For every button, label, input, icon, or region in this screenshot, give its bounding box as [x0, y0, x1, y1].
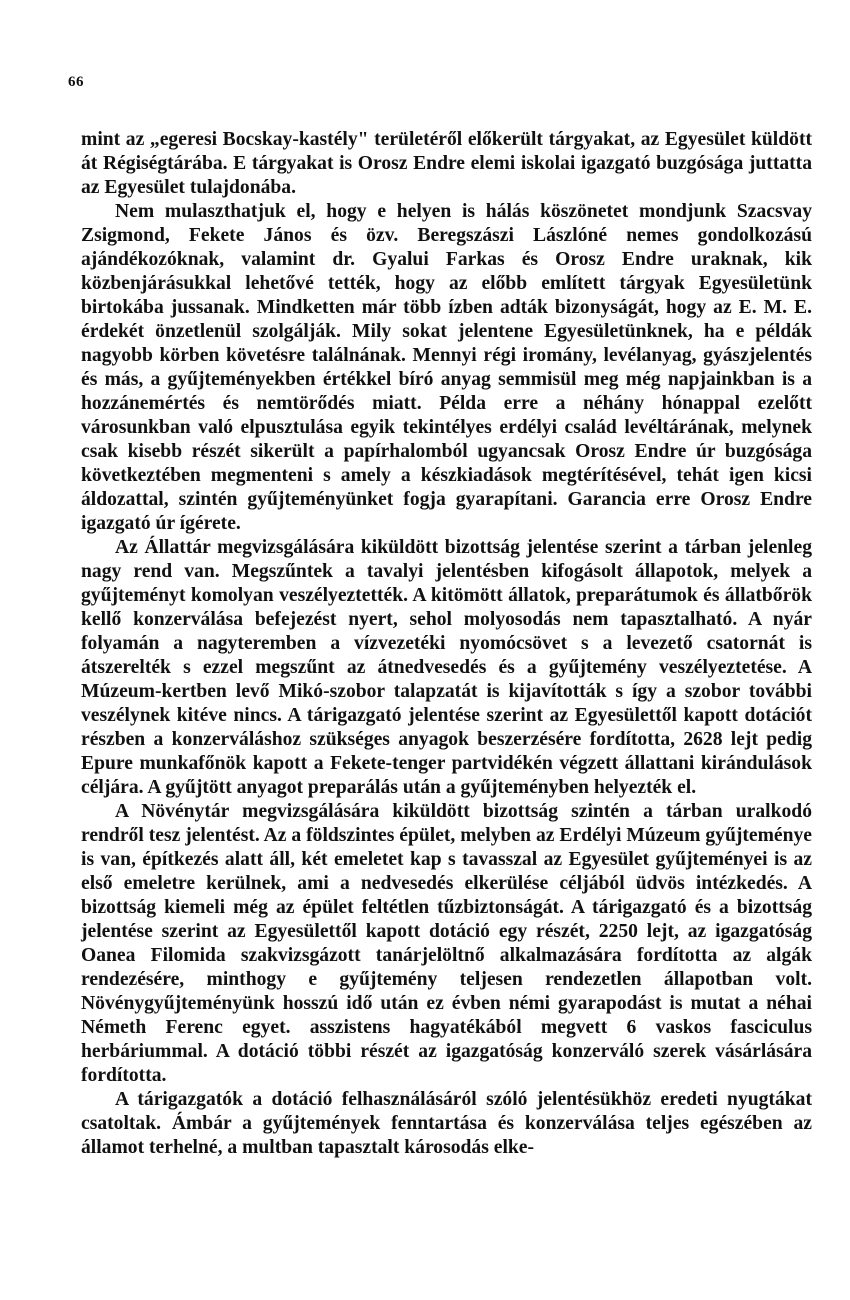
- paragraph-3: Az Állattár megvizsgálására kiküldött bizottság jelentése szerint a tárban jelenleg nagy rend van. Megszűntek a tavalyi jelentésben kifogásolt állapotok, melyek a gyűjteményt komolyan veszélyeztették. A kitömött állatok, preparátumok és állatbőrök kellő konzerválása befejezést nyert, sehol molyosodás nem tapasztalható. A nyár folyamán a nagyteremben a vízvezetéki nyomócsövet s a levezető csatornát is átszerelték s ezzel megszűnt az átnedvesedés és a gyűjtemény veszélyeztetése. A Múzeum-kertben levő Mikó-szobor talapzatát is kijavították s így a szobor további veszélynek kitéve nincs. A tárigazgató jelentése szerint az Egyesülettől kapott dotációt részben a konzerváláshoz szükséges anyagok beszerzésére fordította, 2628 lejt pedig Epure munkafőnök kapott a Fekete-tenger partvidékén végzett állattani kirándulások céljára. A gyűjtött anyagot preparálás után a gyűjteményben helyezték el.: [81, 537, 812, 798]
- paragraph-1: mint az „egeresi Bocskay-kastély" területéről előkerült tárgyakat, az Egyesület küldött át Régiségtárába. E tárgyakat is Orosz Endre elemi iskolai igazgató buzgósága juttatta az Egyesület tulajdonába.: [81, 129, 812, 198]
- page-body-text: [81, 128, 812, 1160]
- page-number: 66: [68, 74, 84, 90]
- paragraph-5: A tárigazgatók a dotáció felhasználásáról szóló jelentésükhöz eredeti nyugtákat csatoltak. Ámbár a gyűjtemények fenntartása és konzerválása teljes egészében az államot terhelné, a multban tapasztalt károsodás elke-: [81, 1089, 812, 1158]
- paragraph-4: A Növénytár megvizsgálására kiküldött bizottság szintén a tárban uralkodó rendről tesz jelentést. Az a földszintes épület, melyben az Erdélyi Múzeum gyűjteménye is van, építkezés alatt áll, két emeletet kap s tavasszal az Egyesület gyűjteményei is az első emeletre kerülnek, ami a nedvesedés elkerülése céljából üdvös intézkedés. A bizottság kiemeli még az épület feltétlen tűzbiztonságát. A tárigazgató és a bizottság jelentése szerint az Egyesülettől kapott dotáció egy részét, 2250 lejt, az igazgatóság Oanea Filomida szakvizsgázott tanárjelöltnő alkalmazására fordította az algák rendezésére, minthogy e gyűjtemény teljesen rendezetlen állapotban volt. Növénygyűjteményünk hosszú idő után ez évben némi gyarapodást is mutat a néhai Németh Ferenc egyet. asszistens hagyatékából megvett 6 vaskos fasciculus herbáriummal. A dotáció többi részét az igazgatóság konzerváló szerek vásárlására fordította.: [81, 801, 812, 1086]
- paragraph-2: Nem mulaszthatjuk el, hogy e helyen is hálás köszönetet mondjunk Szacsvay Zsigmond, Fekete János és özv. Beregszászi Lászlóné nemes gondolkozású ajándékozóknak, valamint dr. Gyalui Farkas és Orosz Endre uraknak, kik közbenjárásukkal lehetővé tették, hogy az előbb említett tárgyak Egyesületünk birtokába jussanak. Mindketten már több ízben adták bizonyságát, hogy az E. M. E. érdekét önzetlenül szolgálják. Mily sokat jelentene Egyesületünknek, ha e példák nagyobb körben követésre találnának. Mennyi régi iromány, levélanyag, gyászjelentés és más, a gyűjteményekben értékkel bíró anyag semmisül meg még napjainkban is a hozzánemértés és nemtörődés miatt. Példa erre a néhány hónappal ezelőtt városunkban való elpusztulása egyik tekintélyes erdélyi család levéltárának, melynek csak kisebb részét sikerült a papírhalomból ugyancsak Orosz Endre úr buzgósága következtében megmenteni s amely a készkiadások megtérítésével, tehát igen kicsi áldozattal, szintén gyűjteményünket fogja gyarapítani. Garancia erre Orosz Endre igazgató úr ígérete.: [81, 201, 812, 534]
